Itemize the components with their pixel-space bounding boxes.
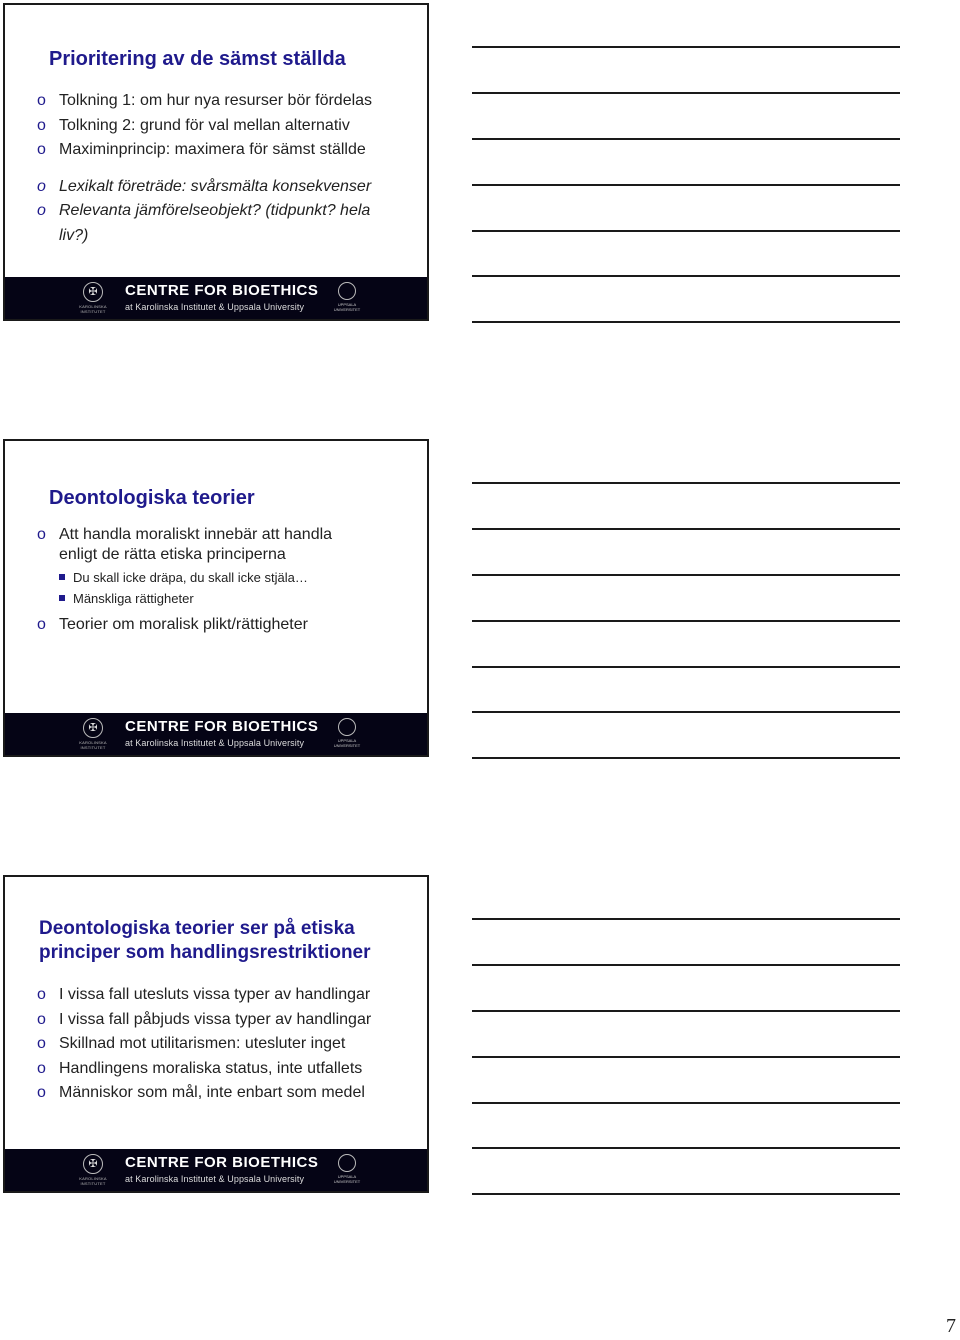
note-line [472,1102,900,1104]
subbullet-item: Mänskliga rättigheter [59,588,357,609]
note-line [472,321,900,323]
bullet-list [37,983,417,1106]
bullet-marker: o [37,526,46,543]
slide-1 [3,3,429,321]
bullet-item: o Maximinprincip: maximera för sämst ställde [37,138,417,163]
note-line [472,482,900,484]
centre-subtitle: at Karolinska Institutet & Uppsala University [125,302,305,312]
bullet-item: o Tolkning 2: grund för val mellan alternativ [37,114,417,139]
bullet-item: o Teorier om moralisk plikt/rättigheter [37,616,308,633]
bullet-marker: o [37,202,46,219]
square-bullet-icon [59,574,65,580]
bullet-marker: o [37,1084,46,1101]
karolinska-logo-icon: ✠ KAROLINSKA INSTITUTET [79,282,107,314]
bullet-item: o Tolkning 1: om hur nya resurser bör fördelas [37,89,417,114]
bullet-item: o Lexikalt företräde: svårsmälta konsekvenser [37,175,417,200]
note-line [472,1147,900,1149]
karolinska-logo-icon: ✠ KAROLINSKA INSTITUTET [79,718,107,750]
bullet-list [37,525,417,635]
footer-band [5,277,427,319]
subbullet-item: Du skall icke dräpa, du skall icke stjäla… [59,567,357,588]
centre-title: CENTRE FOR BIOETHICS [125,718,319,735]
note-line [472,666,900,668]
bullet-item: o I vissa fall påbjuds vissa typer av handlingar [37,1008,417,1033]
bullet-marker: o [37,177,46,195]
page-number: 7 [946,1315,956,1337]
note-line [472,620,900,622]
bullet-marker: o [37,616,46,633]
bullet-item: o Skillnad mot utilitarismen: utesluter inget [37,1032,417,1057]
note-line [472,184,900,186]
note-line [472,711,900,713]
bullet-list [37,89,417,248]
note-line [472,138,900,140]
square-bullet-icon [59,595,65,601]
bullet-marker: o [37,141,46,158]
centre-title: CENTRE FOR BIOETHICS [125,1154,319,1171]
subbullet-list [59,567,357,609]
note-line [472,574,900,576]
bullet-item: o I vissa fall utesluts vissa typer av handlingar [37,983,417,1008]
note-line [472,964,900,966]
note-line [472,46,900,48]
slide-3 [3,875,429,1193]
uppsala-seal-icon: UPPSALA UNIVERSITET [331,1154,363,1184]
bullet-item: o Människor som mål, inte enbart som medel [37,1081,417,1106]
bullet-marker: o [37,1010,46,1028]
bullet-item: o Handlingens moraliska status, inte utfallets [37,1057,417,1082]
note-line [472,1193,900,1195]
uppsala-seal-icon: UPPSALA UNIVERSITET [331,282,363,312]
footer-band [5,713,427,755]
slide-title: Prioritering av de sämst ställda [49,48,346,70]
uppsala-seal-icon: UPPSALA UNIVERSITET [331,718,363,748]
note-line [472,918,900,920]
karolinska-logo-icon: ✠ KAROLINSKA INSTITUTET [79,1154,107,1186]
bullet-item: o Att handla moraliskt innebär att handla enligt de rätta etiska principerna Du skall icke dräpa, du skall icke stjäla… Mänskliga rättigheter [37,525,417,609]
bullet-marker: o [37,986,46,1003]
note-line [472,1056,900,1058]
note-line [472,757,900,759]
centre-title: CENTRE FOR BIOETHICS [125,282,319,299]
note-line [472,275,900,277]
slide-2 [3,439,429,757]
bullet-item: o Relevanta jämförelseobjekt? (tidpunkt? hela liv?) [37,199,417,248]
note-line [472,230,900,232]
slide-title: Deontologiska teorier ser på etiska principer som handlingsrestriktioner [39,918,371,963]
note-line [472,1010,900,1012]
bullet-marker: o [37,1059,46,1077]
footer-band [5,1149,427,1191]
bullet-marker: o [37,92,46,109]
centre-subtitle: at Karolinska Institutet & Uppsala University [125,1174,305,1184]
note-line [472,528,900,530]
note-line [472,92,900,94]
centre-subtitle: at Karolinska Institutet & Uppsala University [125,738,305,748]
bullet-marker: o [37,116,46,134]
slide-title: Deontologiska teorier [49,487,255,509]
bullet-marker: o [37,1035,46,1052]
